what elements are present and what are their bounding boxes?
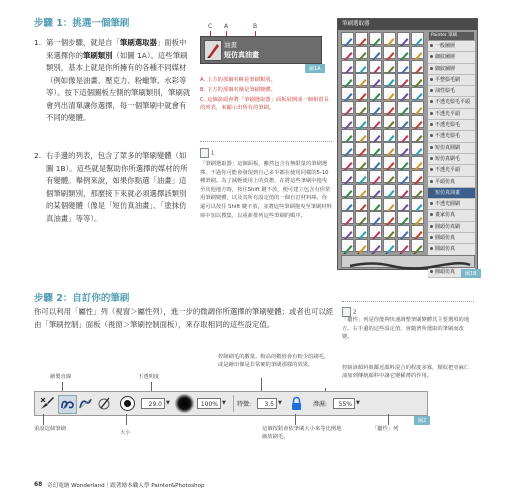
brush-category-icon[interactable] (397, 101, 410, 114)
grain-label: 滲濕: (313, 401, 328, 408)
brush-category-icon[interactable] (355, 198, 368, 211)
brush-category-icon[interactable] (341, 73, 354, 86)
brush-category-icon[interactable] (355, 73, 368, 86)
brush-category-icon[interactable] (383, 211, 396, 224)
brush-category-icon[interactable] (383, 198, 396, 211)
item1-bold-b: 筆刷選取器 (119, 38, 157, 47)
footer-text: 奇幻電繪 Wonderland｜跟著繪本職人學 Painter&Photoshop (47, 483, 205, 489)
fig1b-tag: 圖1B (461, 269, 481, 278)
brush-category-icon[interactable] (355, 87, 368, 100)
callout-reset: 重設這個筆刷 (34, 426, 66, 432)
pointer-lock (295, 414, 296, 425)
fig2-tag: 圖2 (414, 416, 430, 425)
brush-category-icon[interactable] (369, 239, 382, 252)
brush-category-icon[interactable] (341, 129, 354, 142)
brush-category-icon[interactable] (369, 211, 382, 224)
brush-category-icon[interactable] (369, 87, 382, 100)
brush-category-icon[interactable] (383, 184, 396, 197)
feature-field[interactable]: 3.5 (257, 398, 277, 409)
step2-body: 你可以利用「屬性」列（視窗＞屬性列），進一步的微調你所選擇的筆刷變體；或者也可以經由「筆刷控制」面板（視窗＞筆刷控制面板），來存取相同的這些設定值。 (34, 307, 334, 329)
callout-stroke: 繪製直線 (50, 374, 72, 380)
item1-number: 1. (34, 38, 42, 47)
brush-category-icon[interactable] (397, 60, 410, 73)
item1-text-a: 第一個步驟，就是自「 (46, 38, 120, 47)
tip1-divider (200, 141, 332, 142)
brush-variant-item[interactable]: 圓頭仿真刷 (428, 222, 475, 233)
brush-category-icon[interactable] (397, 142, 410, 155)
feature-dropdown-icon[interactable]: ▼ (278, 400, 282, 406)
brush-category-name: 油畫 (224, 41, 237, 49)
callout-right: 控制該顏料與鄰近顏料混合的程度多寡，類似把亞麻仁油加到傳統顏料中讓它變稀薄的作用。 (342, 365, 470, 379)
brush-category-icon[interactable] (383, 73, 396, 86)
brush-variant-item[interactable]: 不透光鬃毛平頭 (428, 97, 475, 108)
brush-category-icon[interactable] (383, 115, 396, 128)
brush-category-icon[interactable] (411, 170, 424, 183)
panel-title: 筆刷選取器 (338, 19, 477, 30)
brush-category-icon[interactable] (383, 60, 396, 73)
brush-category-icon[interactable] (397, 129, 410, 142)
tip2-text: 「屬性」列是你能夠快速調整筆刷變體其主要選項的地方。右手邊的這些設定值，會隨著所選取的筆刷而改變。 (342, 317, 470, 341)
brush-header-icon (204, 40, 222, 61)
brush-category-icon[interactable] (383, 156, 396, 169)
brush-category-icon[interactable] (411, 239, 424, 252)
brush-category-icon[interactable] (355, 184, 368, 197)
size-field[interactable]: 29.0 (141, 398, 165, 409)
brush-category-icon[interactable] (341, 156, 354, 169)
brush-category-icon[interactable] (411, 115, 424, 128)
brush-variant-item[interactable]: 不透光鬃毛 (428, 131, 475, 142)
brush-category-icon[interactable] (341, 239, 354, 252)
brush-variant-item[interactable]: 短仿真油畫 (428, 188, 475, 199)
property-bar (34, 391, 428, 416)
opacity-dropdown-icon[interactable]: ▼ (222, 400, 226, 406)
brush-category-icon[interactable] (369, 101, 382, 114)
item1-bold-d: 筆刷類別 (82, 50, 113, 60)
brush-category-icon[interactable] (341, 32, 354, 45)
brush-category-icon[interactable] (369, 184, 382, 197)
brush-category-icon[interactable] (383, 129, 396, 142)
brush-category-icon[interactable] (355, 46, 368, 59)
brush-category-icon[interactable] (397, 115, 410, 128)
opacity-field[interactable]: 100% (197, 398, 221, 409)
grain-dropdown-icon[interactable]: ▼ (356, 400, 360, 406)
brush-variant-item[interactable]: 不透光鬃毛 (428, 120, 475, 131)
brush-category-icon[interactable] (383, 32, 396, 45)
brush-variant-item[interactable]: 油性鬃毛 (428, 86, 475, 97)
brush-category-icon[interactable] (341, 101, 354, 114)
brush-category-icon[interactable] (369, 198, 382, 211)
brush-variant-item[interactable]: 一般圖層 (428, 41, 475, 52)
brush-category-icon[interactable] (411, 101, 424, 114)
brush-variant-item[interactable]: 不透光平頭 (428, 109, 475, 120)
pointer-size (126, 414, 127, 425)
toolbar-separator (233, 395, 234, 412)
brush-category-icon[interactable] (411, 129, 424, 142)
brush-variant-item[interactable]: 平頭仿真 (428, 177, 475, 188)
feature-label: 特徵: (237, 401, 252, 408)
brush-category-icon[interactable] (369, 170, 382, 183)
brush-category-icon[interactable] (355, 170, 368, 183)
brush-category-icon[interactable] (355, 156, 368, 169)
page-number: 68 (34, 481, 43, 488)
freehand-stroke-icon[interactable] (58, 395, 77, 414)
brush-category-icon[interactable] (355, 101, 368, 114)
brush-variant-list (428, 41, 475, 278)
brush-category-icon[interactable] (341, 198, 354, 211)
brush-category-icon[interactable] (411, 184, 424, 197)
brush-variant-item[interactable]: 細紋圖層 (428, 64, 475, 75)
brush-variant-item[interactable]: 短仿真圓刷 (428, 143, 475, 154)
fig1a-tag: 圖1A (305, 64, 325, 73)
brush-category-icon[interactable] (369, 32, 382, 45)
brush-category-icon[interactable] (355, 239, 368, 252)
brush-category-icon[interactable] (383, 101, 396, 114)
brush-category-icon[interactable] (355, 225, 368, 238)
fig1-note-b: B. 下方的那個名稱是筆刷變體。 (200, 87, 276, 93)
brush-category-icon[interactable] (383, 46, 396, 59)
brush-category-icon[interactable] (341, 87, 354, 100)
brush-category-icon[interactable] (341, 115, 354, 128)
callout-attr-bar: 「屬性」列 (372, 426, 399, 432)
brush-category-icon[interactable] (411, 156, 424, 169)
brush-category-icon[interactable] (341, 46, 354, 59)
brush-category-icon[interactable] (411, 46, 424, 59)
brush-category-icon[interactable] (369, 129, 382, 142)
brush-variant-item[interactable]: 畫家仿真 (428, 210, 475, 221)
brush-category-icon[interactable] (411, 225, 424, 238)
brush-category-icon[interactable] (411, 32, 424, 45)
brush-variant-item[interactable]: 圓頭仿真 (428, 233, 475, 244)
brush-variant-item[interactable]: 不透光圓刷 (428, 199, 475, 210)
brush-category-icon[interactable] (369, 225, 382, 238)
brush-category-icon[interactable] (369, 115, 382, 128)
callout-feature: 控制刷毛的數量。較高的數值會有較少的刷毛，或是繪出像是非常硬的筆刷那樣的效果。 (218, 354, 330, 368)
tip1-header (200, 148, 214, 158)
brush-category-icon[interactable] (355, 32, 368, 45)
brush-category-icon[interactable] (341, 142, 354, 155)
item1-text-c: 」面板中來選擇你的 (46, 38, 187, 60)
tip2-number: 2 (353, 309, 357, 316)
item2-number: 2. (34, 151, 42, 160)
brush-category-icon[interactable] (397, 184, 410, 197)
step1-heading: 步驟 1：挑選一個筆刷 (34, 18, 130, 29)
brush-category-icon[interactable] (383, 225, 396, 238)
brush-variant-item[interactable]: 不透光平頭 (428, 165, 475, 176)
brush-category-icon[interactable] (341, 60, 354, 73)
size-dial-icon[interactable] (119, 395, 136, 412)
brush-category-icon[interactable] (383, 142, 396, 155)
panel-subtitle: Painter 筆刷 (429, 32, 474, 40)
straight-line-icon[interactable] (77, 395, 94, 412)
brush-category-icon[interactable] (397, 170, 410, 183)
brush-category-icon[interactable] (397, 211, 410, 224)
pointer-reset (43, 414, 44, 425)
brush-category-icon[interactable] (355, 115, 368, 128)
brush-category-icon[interactable] (411, 211, 424, 224)
brush-category-icon[interactable] (341, 184, 354, 197)
size-dropdown-icon[interactable]: ▼ (166, 400, 170, 406)
fig1-label-b: B (253, 23, 258, 30)
stroke-preview (341, 255, 475, 268)
brush-category-icon[interactable] (411, 73, 424, 86)
brush-category-icon[interactable] (397, 198, 410, 211)
brush-variant-item[interactable]: 細紋圖層 (428, 52, 475, 63)
brush-category-icon[interactable] (355, 60, 368, 73)
brush-category-icon[interactable] (369, 73, 382, 86)
pointer-feature (261, 378, 262, 392)
brush-category-icon[interactable] (411, 198, 424, 211)
brush-category-icon[interactable] (397, 32, 410, 45)
brush-category-icon[interactable] (383, 239, 396, 252)
brush-category-icon[interactable] (397, 225, 410, 238)
brush-category-icon[interactable] (369, 142, 382, 155)
brush-category-icon[interactable] (341, 170, 354, 183)
brush-variant-item[interactable]: 平整鬃毛刷 (428, 75, 475, 86)
brush-category-icon[interactable] (369, 156, 382, 169)
item2-text: 右手邊的列表，包含了眾多的筆刷變體（如圖 1B）。這些就是幫助你所選擇的媒材的所有變體。舉例來說，如果你點選「油畫」這個筆刷類別，那麼接下來就必須選擇該類別的某個變體（像是「短仿真油畫」、「塗抹仿真油畫」等等）。 (46, 151, 188, 223)
brush-tool-icon[interactable] (96, 395, 113, 412)
brush-category-icon[interactable] (341, 211, 354, 224)
brush-category-icon[interactable] (369, 60, 382, 73)
reset-brush-icon[interactable] (39, 395, 56, 412)
brush-category-icon[interactable] (397, 156, 410, 169)
tip1-number: 1 (211, 150, 215, 157)
fig1-label-a: A (224, 23, 229, 30)
brush-category-icon[interactable] (355, 211, 368, 224)
note-icon (200, 148, 209, 158)
step2-heading: 步驟 2：自訂你的筆刷 (34, 293, 130, 304)
grain-field[interactable]: 55% (333, 398, 355, 409)
opacity-dial-icon[interactable] (174, 393, 195, 414)
brush-category-icon[interactable] (411, 60, 424, 73)
brush-category-icon[interactable] (369, 46, 382, 59)
brush-variant-item[interactable]: 短仿真刷毛 (428, 154, 475, 165)
brush-category-icon[interactable] (397, 239, 410, 252)
tip2-divider (342, 301, 474, 302)
item1-text-e: （如圖 1A）。這些筆刷類別，基本上就是你所擁有的各種不同媒材（例如像是油畫、壓克力、粉蠟筆、水彩等等）。按下這個圖板左側的筆刷類別，筆刷就會列出清單讓你選擇，每一個筆刷中就會有不同的變體。 (46, 50, 191, 122)
pointer-attr (388, 414, 389, 425)
brush-category-icon[interactable] (411, 142, 424, 155)
brush-category-icon[interactable] (341, 225, 354, 238)
brush-category-icon[interactable] (397, 46, 410, 59)
fig1-label-c: C (208, 23, 213, 30)
lock-icon[interactable] (291, 396, 302, 411)
tip1-text: 「筆刷選取器」這個面板，雖然包含有無限量的筆刷選擇，不過你可能會發現到自己多半都在使用同樣的5-10種筆刷。為了減輕使用上的負擔，在將這些筆刷中拖曳至其他地方時，按住Shift 鍵不放，便可建立包含有你常用筆刷變體，以及其所有設定值的一個自訂材料庫。你還可以按住 Shift 鍵不放，並將這些筆刷拖曳至筆刷材料庫中加以搜集，以重新排列這些筆刷的順序。 (200, 161, 332, 219)
step1-item2 (34, 150, 192, 225)
brush-category-icon[interactable] (411, 87, 424, 100)
callout-lock: 這個按鈕會依筆刷大小來等比例地縮放刷毛。 (262, 426, 342, 440)
brush-category-icon[interactable] (397, 73, 410, 86)
step1-item1 (34, 37, 192, 125)
brush-variant-item[interactable]: 圓頭仿真 (428, 267, 475, 278)
brush-category-icon[interactable] (383, 87, 396, 100)
callout-opacity: 不透明度 (138, 374, 160, 380)
brush-category-icon[interactable] (397, 87, 410, 100)
brush-header[interactable] (200, 36, 322, 64)
brush-category-icon[interactable] (383, 170, 396, 183)
brush-category-icon[interactable] (355, 142, 368, 155)
brush-variant-name: 短仿真油畫 (224, 51, 259, 59)
fig1-note-c: C. 這個箭頭會將「筆刷選取器」面板展開成一個相當長的列表，來顯示出所有的筆刷。 (200, 97, 329, 111)
fig1-note-a: A. 上方的那個名稱是筆刷類別。 (200, 77, 276, 83)
callout-size: 大小 (120, 430, 131, 436)
brush-variant-item[interactable]: 圓頭仿真 (428, 244, 475, 255)
brush-category-icon[interactable] (355, 129, 368, 142)
